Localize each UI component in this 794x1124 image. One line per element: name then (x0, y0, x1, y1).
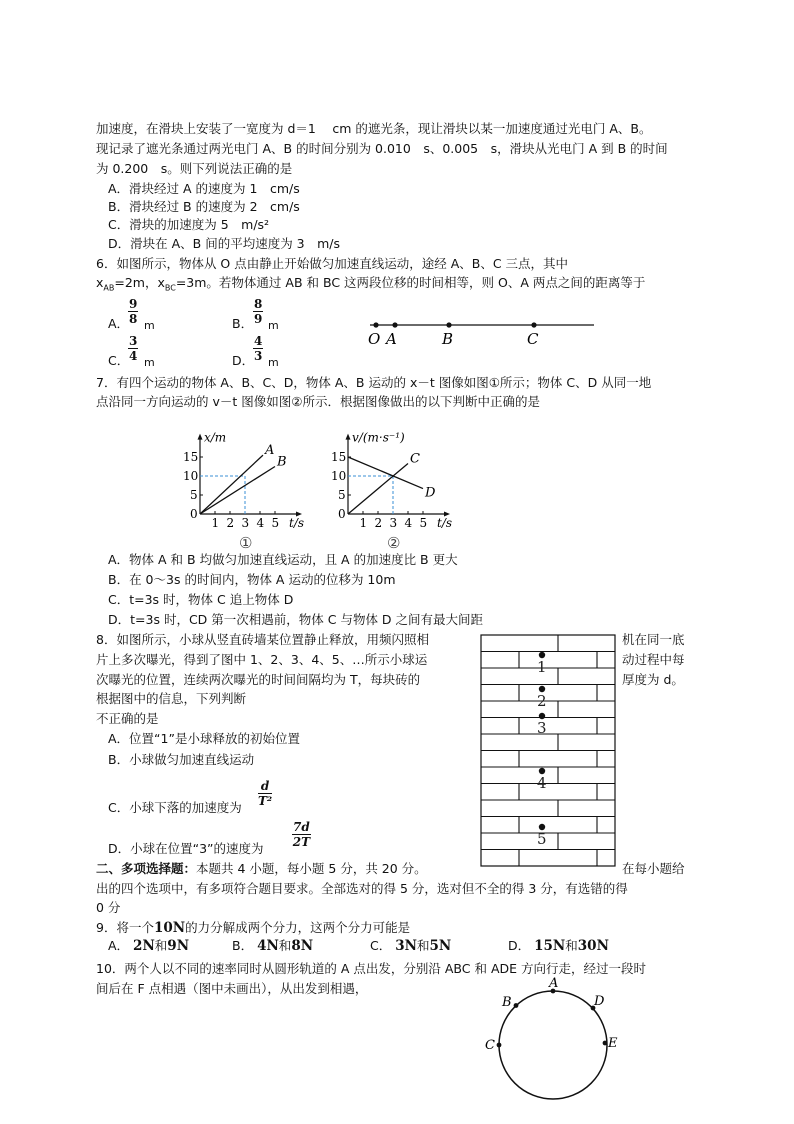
q9-option-d-force-1: 15N (534, 938, 566, 954)
fraction-denominator: 3 (254, 349, 263, 363)
point-c-dot (531, 322, 536, 327)
q8-line-4: 根据图中的信息，下列判断 (96, 691, 247, 706)
q6-option-a-unit: m (144, 319, 155, 332)
fraction-numerator: 8 (254, 297, 263, 311)
x-tick-label: 3 (241, 516, 250, 530)
q5-option-a: A．滑块经过 A 的速度为 1 cm/s (108, 181, 300, 196)
q9-option-d (508, 937, 609, 955)
q5-line-3: 为 0.200 s。则下列说法正确的是 (96, 161, 293, 176)
ball-label-3: 3 (537, 719, 547, 737)
q8-line-1: 8．如图所示，小球从竖直砖墙某位置静止释放，用频闪照相 (96, 632, 429, 647)
point-b-dot (446, 322, 451, 327)
q6-option-d-fraction (253, 334, 263, 363)
section-2-line-3: 0 分 (96, 900, 121, 915)
q9-stem-a: 9．将一个 (96, 920, 154, 935)
q6-line-2: $x_{AB}=2m$，$x_{BC}=3m$。若物体通过 AB 和 BC 这两段位移的时间相等，则 O、A 两点之间的距离等于 (96, 275, 646, 293)
point-a-dot (392, 322, 397, 327)
q6-option-b-label: B． (232, 316, 254, 331)
q9-option-b-label: B． (232, 938, 254, 953)
x-tick-label: 3 (389, 516, 398, 530)
section-2-title: 二、多项选择题： (96, 861, 197, 876)
series-a-line (200, 455, 263, 514)
x-tick-label: 4 (404, 516, 413, 530)
x-tick-label: 2 (226, 516, 235, 530)
q9-option-c-label: C． (370, 938, 392, 953)
y-tick-label: 5 (338, 488, 346, 502)
x-tick-label: 5 (271, 516, 280, 530)
q9-option-a (108, 937, 189, 955)
ball-label-4: 4 (537, 774, 547, 792)
y-tick-label: 10 (331, 469, 347, 483)
ball-label-5: 5 (537, 830, 547, 848)
y-tick-label: 5 (190, 488, 198, 502)
q6-option-a-label: A． (108, 316, 130, 331)
point-c-label: C (485, 1038, 495, 1053)
section-2-desc: 本题共 4 小题，每小题 5 分，共 20 分。 (196, 861, 427, 876)
series-b-line (200, 467, 275, 515)
q7-option-a: A．物体 A 和 B 均做匀加速直线运动，且 A 的加速度比 B 更大 (108, 552, 458, 567)
q6-option-c-unit: m (144, 356, 155, 369)
fraction-numerator: 7d (293, 820, 310, 834)
q9-option-a-label: A． (108, 938, 130, 953)
q9-option-d-and: 和 (565, 938, 578, 953)
x-axis-label: t/s (289, 516, 305, 530)
origin-label: 0 (190, 507, 198, 521)
point-e-dot (603, 1041, 608, 1046)
q8-line-3-right: 厚度为 d。 (622, 672, 684, 687)
q9-option-c-force-1: 3N (395, 938, 417, 954)
q9-option-a-and: 和 (154, 938, 168, 953)
point-a-label: A (549, 976, 559, 991)
q6-option-d-unit: m (268, 356, 279, 369)
fraction-numerator: 3 (129, 334, 138, 348)
q7-option-c: C．t=3s 时，物体 C 追上物体 D (108, 592, 294, 607)
section-2-desc-right: 在每小题给 (622, 861, 685, 876)
q8-line-3: 次曝光的位置，连续两次曝光的时间间隔均为 T，每块砖的 (96, 672, 421, 687)
point-o-label: O (368, 330, 381, 348)
q5-option-d: D．滑块在 A、B 间的平均速度为 3 m/s (108, 236, 341, 251)
y-axis-label: v/(m·s⁻¹) (352, 430, 405, 445)
q7-line-2: 点沿同一方向运动的 v－t 图像如图②所示．根据图像做出的以下判断中正确的是 (96, 394, 540, 409)
q5-option-b: B．滑块经过 B 的速度为 2 cm/s (108, 199, 300, 214)
y-axis-arrow (346, 434, 351, 440)
q9-option-d-force-2: 30N (577, 938, 609, 954)
point-o-dot (373, 322, 378, 327)
q6-option-c-fraction (128, 334, 138, 363)
q5-line-1: 加速度，在滑块上安装了一宽度为 d＝1 cm 的遮光条，现让滑块以某一加速度通过光电门 A、B。 (96, 121, 652, 136)
q8-option-d-fraction (292, 820, 311, 849)
q8-option-b: B．小球做匀加速直线运动 (108, 752, 255, 767)
q8-line-1-right: 机在同一底 (622, 632, 685, 647)
q7-option-d: D．t=3s 时，CD 第一次相遇前，物体 C 与物体 D 之间有最大间距 (108, 612, 484, 627)
q5-option-c: C．滑块的加速度为 5 m/s² (108, 217, 270, 232)
x-tick-label: 2 (374, 516, 383, 530)
q9-option-d-label: D． (508, 938, 531, 953)
q9-option-b (232, 937, 313, 955)
fraction-denominator: 2T (292, 835, 311, 849)
q8-line-2-right: 动过程中每 (622, 652, 685, 667)
x-tick-label: 1 (359, 516, 368, 530)
q6-line-1: 6．如图所示，物体从 O 点由静止开始做匀加速直线运动，途经 A、B、C 三点，其中 (96, 256, 569, 271)
q9-option-b-force-1: 4N (257, 938, 279, 954)
q8-option-c: C．小球下落的加速度为 (108, 800, 242, 815)
q9-option-c (370, 937, 451, 955)
figure-caption: ① (239, 534, 253, 552)
series-c-label: C (410, 451, 420, 467)
section-2-heading (96, 860, 427, 878)
point-e-label: E (608, 1036, 618, 1051)
y-axis-arrow (198, 434, 203, 440)
q6-option-d-label: D． (232, 353, 255, 368)
q9-stem-b: 的力分解成两个分力，这两个分力可能是 (185, 920, 411, 935)
figure-caption: ② (387, 534, 401, 552)
series-d-label: D (425, 485, 436, 501)
q6-option-c-label: C． (108, 353, 130, 368)
point-b-label: B (502, 995, 512, 1010)
q9-force: 10N (153, 920, 186, 936)
series-a-label: A (265, 443, 275, 459)
y-tick-label: 10 (183, 469, 199, 483)
fraction-denominator: 8 (129, 312, 138, 326)
series-b-label: B (277, 454, 287, 470)
ball-label-1: 1 (537, 658, 547, 676)
q10-line-1: 10．两个人以不同的速率同时从圆形轨道的 A 点出发，分别沿 ABC 和 ADE 方向行走，经过一段时 (96, 961, 647, 976)
xt-graph (170, 414, 310, 554)
point-d-label: D (594, 994, 605, 1009)
q9-option-c-force-2: 5N (429, 938, 452, 954)
y-tick-label: 15 (183, 450, 199, 464)
q8-option-d: D．小球在位置“3”的速度为 (108, 841, 264, 856)
x-tick-label: 1 (211, 516, 220, 530)
y-axis-label: x/m (204, 430, 227, 445)
q9-option-c-and: 和 (416, 938, 430, 953)
fraction-denominator: 4 (129, 349, 138, 363)
q6-option-b-unit: m (268, 319, 279, 332)
y-tick-label: 15 (331, 450, 347, 464)
q6-line-diagram (362, 314, 602, 350)
section-2-line-2: 出的四个选项中，有多项符合题目要求。全部选对的得 5 分，选对但不全的得 3 分，有选错的得 (96, 881, 628, 896)
q9-option-a-force-2: 9N (167, 938, 190, 954)
point-c-dot (497, 1043, 502, 1048)
fraction-numerator: d (258, 779, 272, 794)
fraction-denominator: T² (258, 794, 273, 808)
x-tick-label: 5 (419, 516, 428, 530)
ball-label-2: 2 (537, 692, 547, 710)
q9-option-a-force-1: 2N (133, 938, 155, 954)
q8-line-5: 不正确的是 (96, 711, 159, 726)
origin-label: 0 (338, 507, 346, 521)
circular-track-figure (480, 974, 630, 1124)
q8-option-c-fraction (258, 779, 272, 808)
point-c-label: C (527, 330, 539, 348)
q10-line-2: 间后在 F 点相遇（图中未画出），从出发到相遇， (96, 981, 368, 996)
x-axis-label: t/s (437, 516, 453, 530)
q6-option-b-fraction (253, 297, 263, 326)
series-c-line (348, 463, 408, 514)
q9-stem (96, 919, 410, 937)
fraction-numerator: 4 (254, 334, 263, 348)
brick-wall-figure (480, 634, 616, 868)
q7-option-b: B．在 0～3s 的时间内，物体 A 运动的位移为 10m (108, 572, 396, 587)
q9-option-b-and: 和 (278, 938, 292, 953)
q6-option-a-fraction (128, 297, 138, 326)
fraction-denominator: 9 (254, 312, 263, 326)
point-b-label: B (442, 330, 454, 348)
q9-option-b-force-2: 8N (291, 938, 314, 954)
fraction-numerator: 9 (129, 297, 138, 311)
q7-line-1: 7．有四个运动的物体 A、B、C、D，物体 A、B 运动的 x－t 图像如图①所示；物体 C、D 从同一地 (96, 375, 652, 390)
point-b-dot (514, 1003, 519, 1008)
q8-line-2: 片上多次曝光，得到了图中 1、2、3、4、5、…所示小球运 (96, 652, 428, 667)
point-a-label: A (386, 330, 397, 348)
q8-option-a: A．位置“1”是小球释放的初始位置 (108, 731, 300, 746)
q5-line-2: 现记录了遮光条通过两光电门 A、B 的时间分别为 0.010 s、0.005 s，滑块从光电门 A 到 B 的时间 (96, 141, 668, 156)
x-tick-label: 4 (256, 516, 265, 530)
vt-graph (318, 414, 468, 554)
